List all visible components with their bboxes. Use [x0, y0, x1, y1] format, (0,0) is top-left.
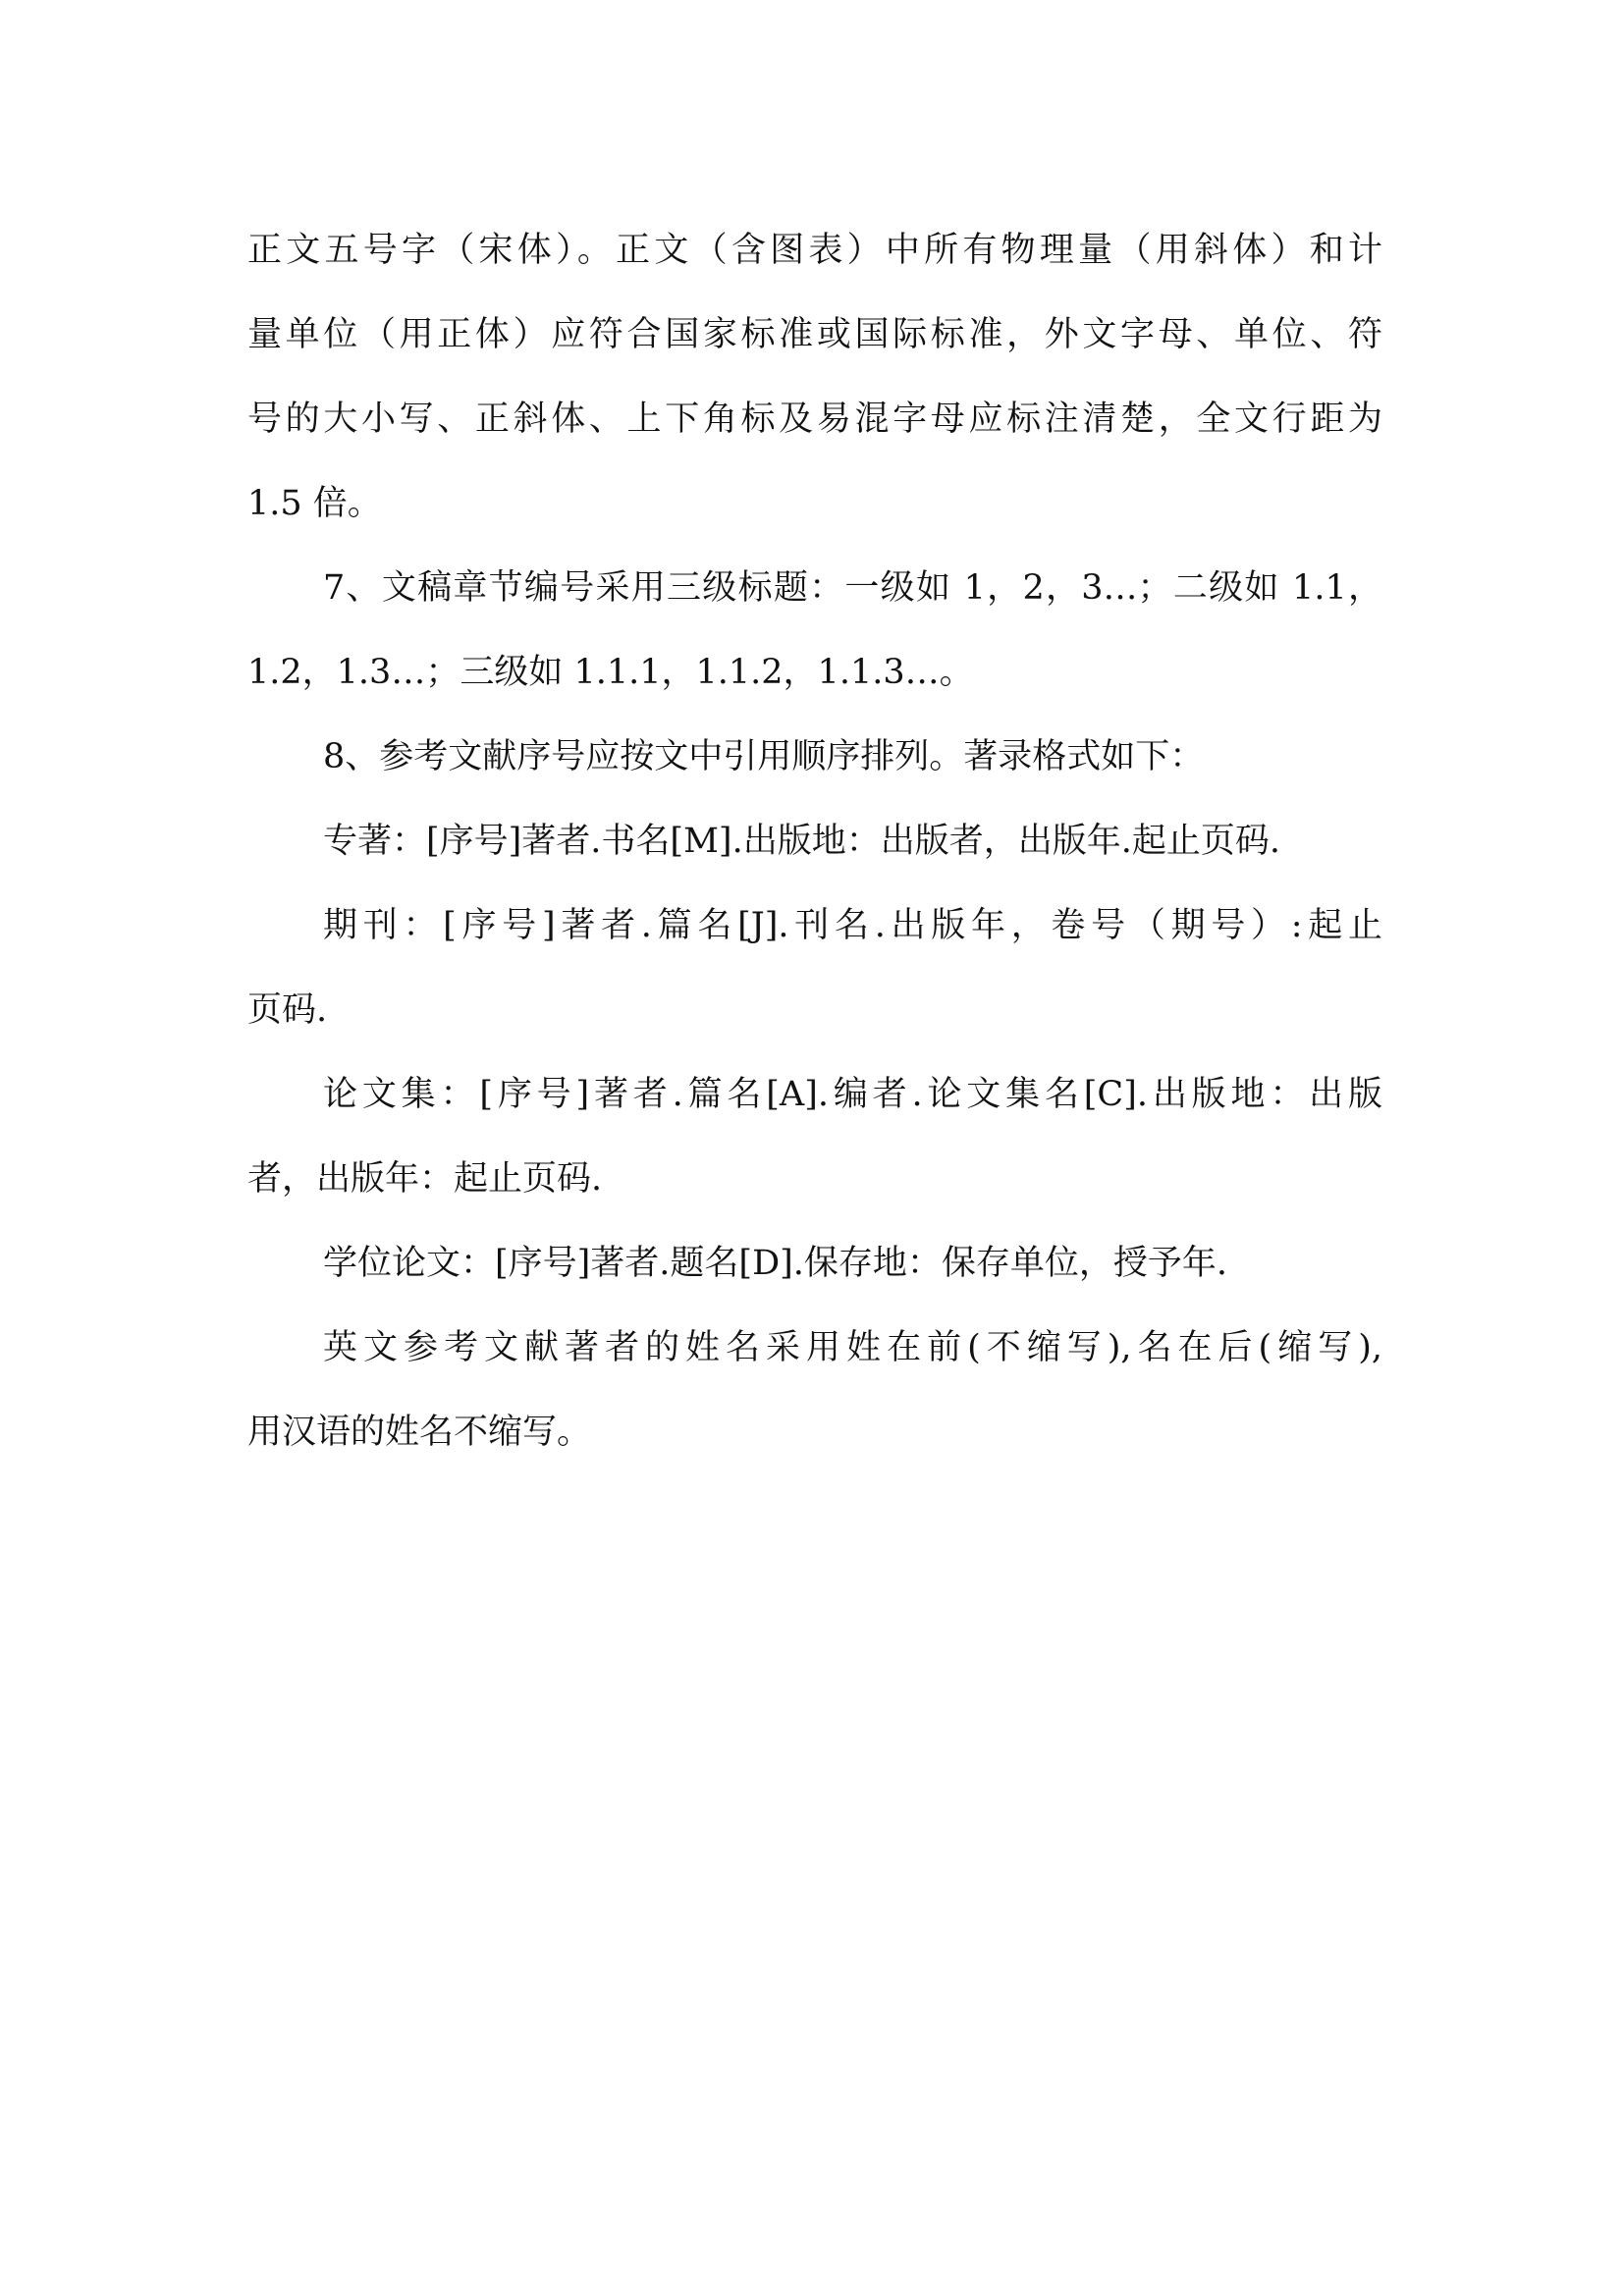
reference-format-proceedings	[247, 1052, 1382, 1221]
text-line: 英文参考文献著者的姓名采用姓在前(不缩写),名在后(缩写),	[323, 1328, 1382, 1367]
text-line: 正文五号字（宋体）。正文（含图表）中所有物理量（用斜体）和计	[247, 231, 1382, 270]
text-line: 论文集：[序号]著者.篇名[A].编者.论文集名[C].出版地：出版	[323, 1075, 1382, 1114]
text-line: 页码.	[247, 990, 328, 1030]
text-line: 号的大小写、正斜体、上下角标及易混字母应标注清楚，全文行距为	[247, 400, 1382, 439]
text-line: 8、参考文献序号应按文中引用顺序排列。著录格式如下：	[323, 737, 1205, 776]
paragraph-references-intro	[247, 715, 1382, 799]
text-line: 1.2，1.3…；三级如 1.1.1，1.1.2，1.1.3…。	[247, 653, 974, 692]
text-line: 期刊：[序号]著者.篇名[J].刊名.出版年，卷号（期号）:起止	[323, 906, 1382, 945]
text-line: 7、文稿章节编号采用三级标题：一级如 1，2，3…；二级如 1.1，	[323, 568, 1382, 608]
text-line: 学位论文：[序号]著者.题名[D].保存地：保存单位，授予年.	[323, 1244, 1228, 1283]
text-line: 用汉语的姓名不缩写。	[247, 1413, 592, 1452]
reference-format-thesis	[247, 1221, 1382, 1306]
paragraph-heading-levels	[247, 546, 1382, 715]
document-body	[247, 208, 1382, 1474]
reference-format-monograph	[247, 799, 1382, 883]
paragraph-format-requirements	[247, 208, 1382, 546]
paragraph-english-names	[247, 1306, 1382, 1474]
reference-format-journal	[247, 883, 1382, 1052]
text-line: 专著：[序号]著者.书名[M].出版地：出版者，出版年.起止页码.	[323, 822, 1280, 861]
text-line: 1.5 倍。	[247, 484, 382, 523]
text-line: 量单位（用正体）应符合国家标准或国际标准，外文字母、单位、符	[247, 315, 1382, 354]
text-line: 者，出版年：起止页码.	[247, 1159, 603, 1199]
